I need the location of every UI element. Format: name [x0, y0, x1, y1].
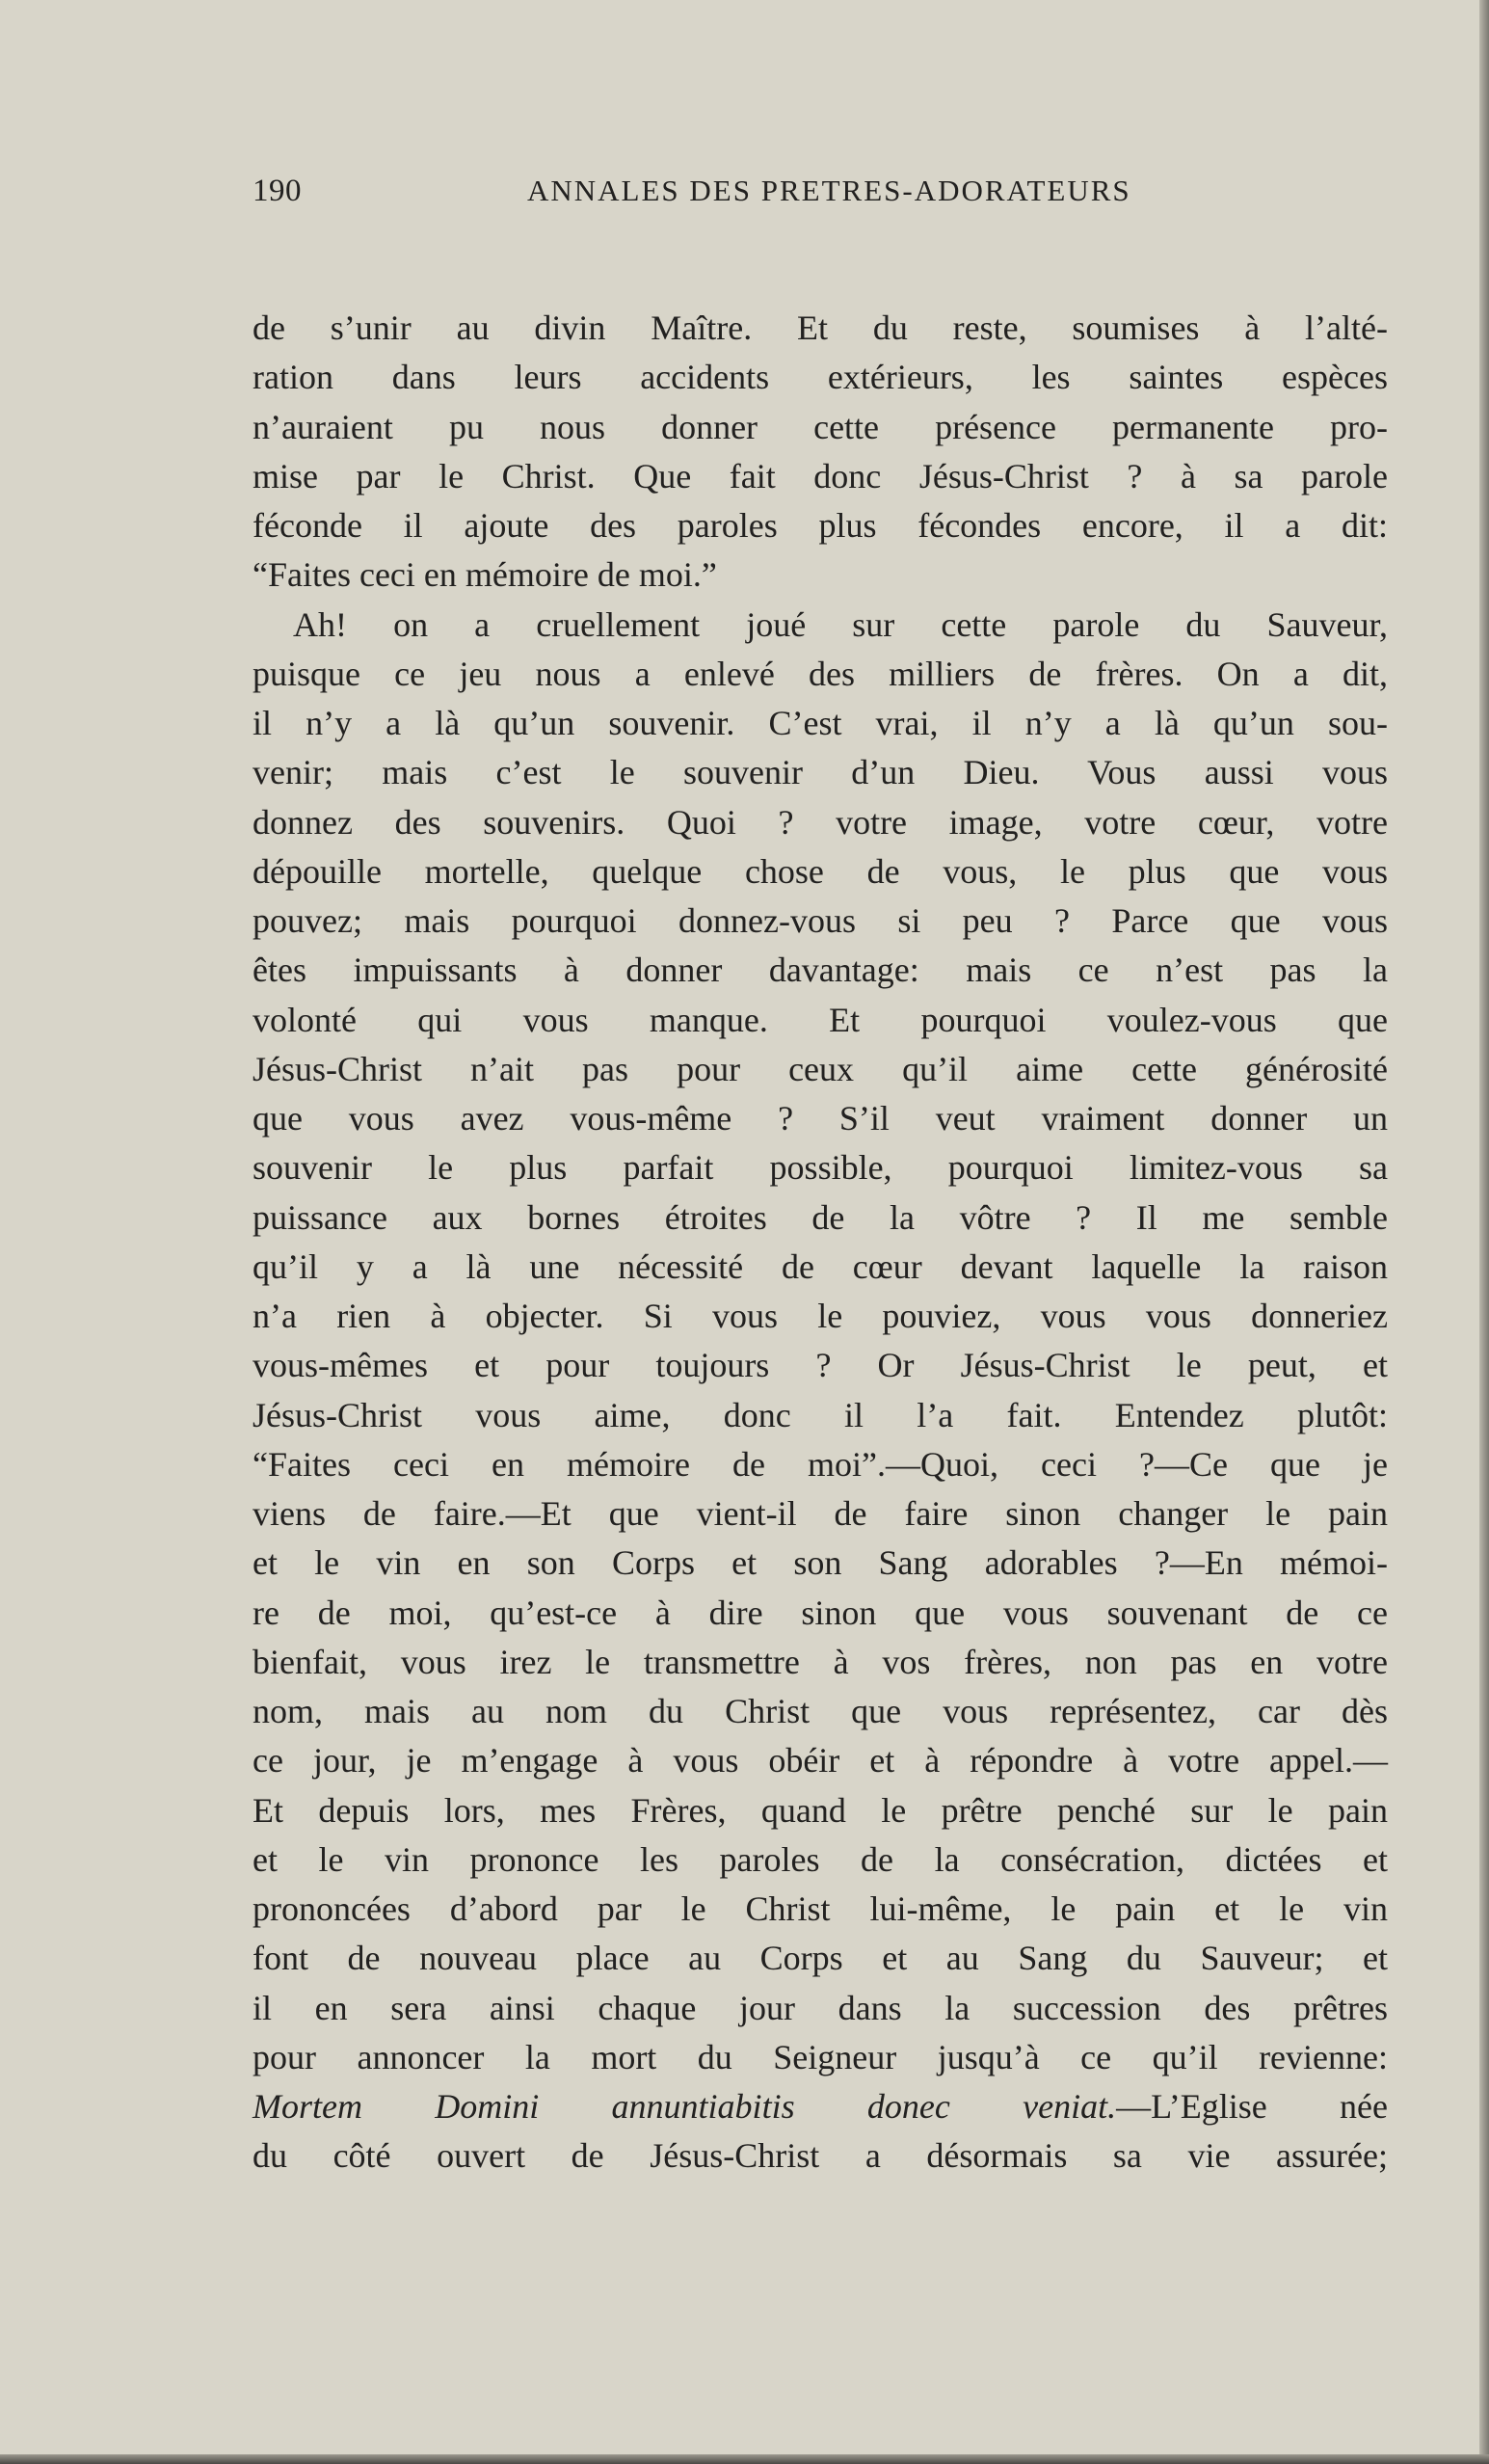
text-line: volonté qui vous manque. Et pourquoi voulez-vous que	[253, 1000, 1388, 1039]
text-line: Jésus-Christ vous aime, donc il l’a fait. Entendez plutôt:	[253, 1395, 1388, 1434]
text-line: re de moi, qu’est-ce à dire sinon que vous souvenant de ce	[253, 1593, 1388, 1632]
text-line: n’auraient pu nous donner cette présence permanente pro-	[253, 407, 1388, 446]
text-line: bienfait, vous irez le transmettre à vos frères, non pas en votre	[253, 1642, 1388, 1681]
text-line: Ah! on a cruellement joué sur cette parole du Sauveur,	[293, 604, 1388, 644]
running-title: ANNALES DES PRETRES-ADORATEURS	[527, 174, 1131, 207]
text-line: êtes impuissants à donner davantage: mais ce n’est pas la	[253, 951, 1388, 990]
text-line: de s’unir au divin Maître. Et du reste, soumises à l’alté-	[253, 308, 1388, 347]
text-line: dépouille mortelle, quelque chose de vous, le plus que vous	[253, 851, 1388, 891]
text-line: que vous avez vous-même ? S’il veut vraiment donner un	[253, 1099, 1388, 1138]
text-line: font de nouveau place au Corps et au Sang du Sauveur; et	[253, 1939, 1388, 1978]
latin-quote: Mortem Domini annuntiabitis donec veniat.	[253, 2087, 1117, 2126]
text-line: Et depuis lors, mes Frères, quand le prêtre penché sur le pain	[253, 1790, 1388, 1830]
page-bottom-edge	[0, 2454, 1489, 2464]
text-line: vous-mêmes et pour toujours ? Or Jésus-Christ le peut, et	[253, 1346, 1388, 1385]
latin-quote-line	[253, 2082, 1388, 2131]
text-line: nom, mais au nom du Christ que vous représentez, car dès	[253, 1692, 1388, 1730]
text-line: féconde il ajoute des paroles plus fécondes encore, il a dit:	[253, 506, 1388, 545]
text-line: qu’il y a là une nécessité de cœur devant laquelle la raison	[253, 1246, 1388, 1286]
text-line: il en sera ainsi chaque jour dans la succession des prêtres	[253, 1988, 1388, 2027]
text-line: souvenir le plus parfait possible, pourquoi limitez-vous sa	[253, 1148, 1388, 1188]
text-line: puisque ce jeu nous a enlevé des milliers de frères. On a dit,	[253, 654, 1388, 693]
page-number: 190	[253, 174, 302, 208]
text-line: et le vin prononce les paroles de la consécration, dictées et	[253, 1839, 1388, 1879]
text-line: Jésus-Christ n’ait pas pour ceux qu’il aime cette générosité	[253, 1049, 1388, 1088]
text-line: “Faites ceci en mémoire de moi”.—Quoi, ceci ?—Ce que je	[253, 1444, 1388, 1484]
text-line: ration dans leurs accidents extérieurs, les saintes espèces	[253, 358, 1388, 397]
text-line: n’a rien à objecter. Si vous le pouviez, vous vous donneriez	[253, 1297, 1388, 1335]
text-line: pour annoncer la mort du Seigneur jusqu’à ce qu’il revienne:	[253, 2037, 1388, 2076]
text-line: pouvez; mais pourquoi donnez-vous si peu ? Parce que vous	[253, 901, 1388, 940]
page-edge-shadow	[1479, 0, 1489, 2464]
body-text	[253, 304, 1388, 2182]
text-line: ce jour, je m’engage à vous obéir et à répondre à votre appel.—	[253, 1741, 1388, 1781]
page-header	[253, 154, 1399, 212]
text-line: puissance aux bornes étroites de la vôtre ? Il me semble	[253, 1197, 1388, 1237]
text-line: il n’y a là qu’un souvenir. C’est vrai, il n’y a là qu’un sou-	[253, 704, 1388, 742]
text-line: donnez des souvenirs. Quoi ? votre image, votre cœur, votre	[253, 802, 1388, 842]
text-line: venir; mais c’est le souvenir d’un Dieu. Vous aussi vous	[253, 753, 1388, 792]
text-line: mise par le Christ. Que fait donc Jésus-Christ ? à sa parole	[253, 456, 1388, 495]
text-line: et le vin en son Corps et son Sang adorables ?—En mémoi-	[253, 1543, 1388, 1583]
text-line: du côté ouvert de Jésus-Christ a désormais sa vie assurée;	[253, 2136, 1388, 2176]
text-line: “Faites ceci en mémoire de moi.”	[253, 555, 717, 595]
text-line: prononcées d’abord par le Christ lui-même, le pain et le vin	[253, 1889, 1388, 1928]
text-line: viens de faire.—Et que vient-il de faire sinon changer le pain	[253, 1494, 1388, 1533]
latin-quote-continuation: —L’Eglise née	[1116, 2087, 1388, 2126]
